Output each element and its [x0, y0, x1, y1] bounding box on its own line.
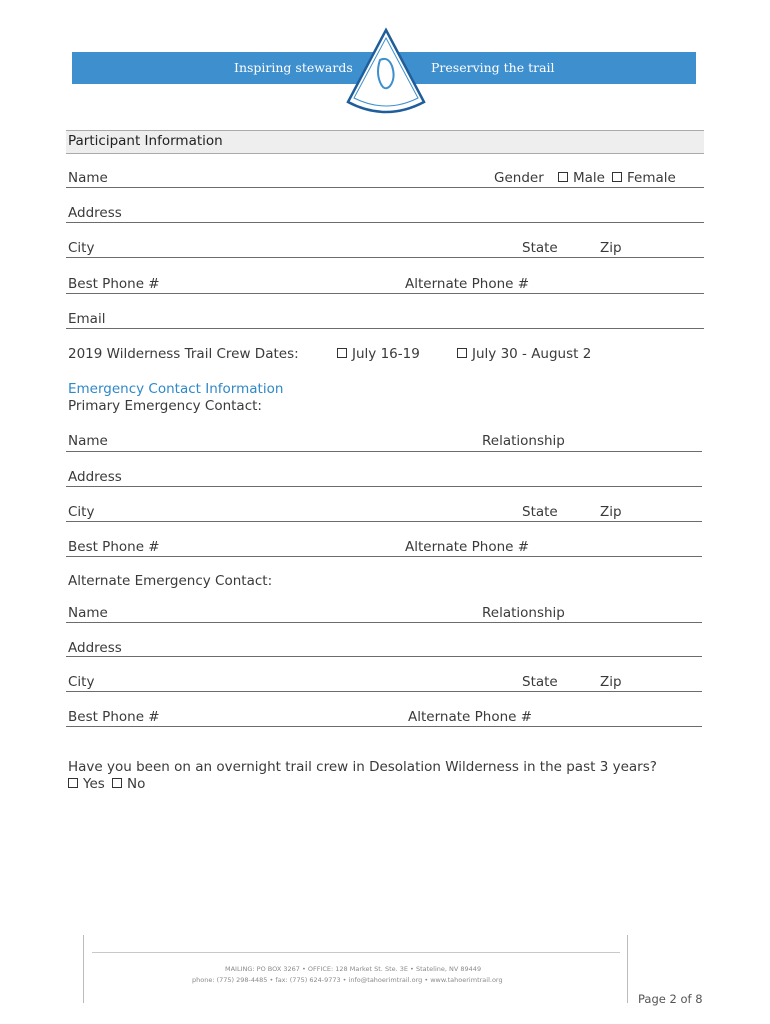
primary-city-field[interactable]: [66, 521, 702, 522]
date-option-2-label: July 30 - August 2: [472, 346, 592, 362]
alternate-name-field[interactable]: [66, 622, 702, 623]
participant-section-title: Participant Information: [68, 133, 223, 149]
male-checkbox[interactable]: [558, 172, 568, 182]
participant-phone-field[interactable]: [66, 293, 704, 294]
page-of: of: [680, 992, 692, 1006]
page-total: 8: [695, 992, 703, 1006]
primary-name-field[interactable]: [66, 451, 702, 452]
date-option-2-checkbox[interactable]: [457, 348, 467, 358]
primary-alt-phone-label: Alternate Phone #: [405, 539, 530, 555]
alternate-city-label: City: [68, 674, 95, 690]
participant-zip-label: Zip: [600, 240, 622, 256]
footer-divider: [92, 952, 620, 953]
alternate-zip-label: Zip: [600, 674, 622, 690]
gender-male-option[interactable]: [558, 170, 605, 186]
participant-address-label: Address: [68, 205, 122, 221]
no-checkbox[interactable]: [112, 778, 122, 788]
primary-name-label: Name: [68, 433, 108, 449]
primary-address-label: Address: [68, 469, 122, 485]
gender-female-option[interactable]: [612, 170, 676, 186]
participant-best-phone-label: Best Phone #: [68, 276, 160, 292]
participant-gender-label: Gender: [494, 170, 544, 186]
primary-relationship-label: Relationship: [482, 433, 565, 449]
alternate-address-label: Address: [68, 640, 122, 656]
alternate-alt-phone-label: Alternate Phone #: [408, 709, 533, 725]
page-prefix: Page: [638, 992, 666, 1006]
footer-address: MAILING: PO BOX 3267 • OFFICE: 128 Market St. Ste. 3E • Stateline, NV 89449: [225, 965, 482, 973]
primary-best-phone-label: Best Phone #: [68, 539, 160, 555]
crew-dates-label: 2019 Wilderness Trail Crew Dates:: [68, 346, 299, 362]
primary-city-label: City: [68, 504, 95, 520]
participant-state-label: State: [522, 240, 558, 256]
yes-checkbox[interactable]: [68, 778, 78, 788]
date-option-1-checkbox[interactable]: [337, 348, 347, 358]
primary-contact-label: Primary Emergency Contact:: [68, 398, 262, 414]
participant-address-field[interactable]: [66, 222, 704, 223]
participant-alt-phone-label: Alternate Phone #: [405, 276, 530, 292]
participant-email-field[interactable]: [66, 328, 704, 329]
tahoe-rim-trail-logo: [340, 26, 432, 118]
participant-name-field[interactable]: [66, 187, 704, 188]
alternate-name-label: Name: [68, 605, 108, 621]
page-current: 2: [669, 992, 677, 1006]
primary-zip-label: Zip: [600, 504, 622, 520]
primary-phone-field[interactable]: [66, 556, 702, 557]
date-option-july-16-19[interactable]: [337, 346, 420, 362]
date-option-july30-aug2[interactable]: [457, 346, 591, 362]
alternate-state-label: State: [522, 674, 558, 690]
female-label: Female: [627, 170, 676, 186]
participant-city-field[interactable]: [66, 257, 704, 258]
header-left-tagline: Inspiring stewards: [234, 60, 353, 75]
yes-label: Yes: [83, 776, 105, 792]
emergency-section-title: Emergency Contact Information: [68, 381, 284, 397]
primary-state-label: State: [522, 504, 558, 520]
female-checkbox[interactable]: [612, 172, 622, 182]
alternate-best-phone-label: Best Phone #: [68, 709, 160, 725]
male-label: Male: [573, 170, 605, 186]
alternate-relationship-label: Relationship: [482, 605, 565, 621]
alternate-address-field[interactable]: [66, 656, 702, 657]
date-option-1-label: July 16-19: [352, 346, 420, 362]
question-no-option[interactable]: [112, 776, 145, 792]
participant-name-label: Name: [68, 170, 108, 186]
participant-city-label: City: [68, 240, 95, 256]
no-label: No: [127, 776, 146, 792]
alternate-phone-field[interactable]: [66, 726, 702, 727]
footer-contact: phone: (775) 298-4485 • fax: (775) 624-9773 • info@tahoerimtrail.org • www.tahoerimtrail.org: [192, 976, 503, 984]
alternate-city-field[interactable]: [66, 691, 702, 692]
question-yes-option[interactable]: [68, 776, 105, 792]
participant-section-header: [66, 130, 704, 154]
participant-email-label: Email: [68, 311, 106, 327]
page-number: [638, 992, 703, 1006]
desolation-question: Have you been on an overnight trail crew in Desolation Wilderness in the past 3 years?: [68, 759, 657, 775]
primary-address-field[interactable]: [66, 486, 702, 487]
header-right-tagline: Preserving the trail: [431, 60, 555, 75]
alternate-contact-label: Alternate Emergency Contact:: [68, 573, 273, 589]
